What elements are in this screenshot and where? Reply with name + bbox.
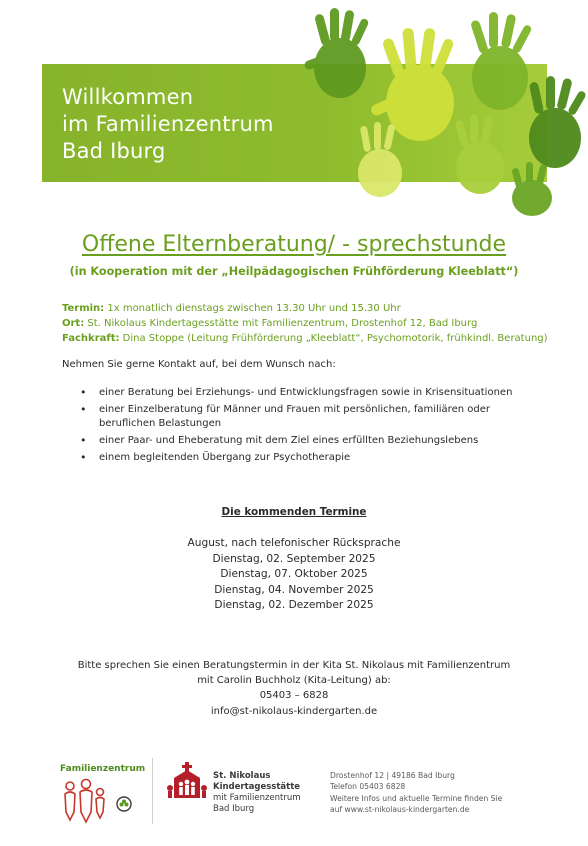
footer-divider [152,758,153,824]
date-item: Dienstag, 02. September 2025 [212,552,376,565]
address-line: Weitere Infos und aktuelle Termine finden Sie [330,793,503,803]
banner-title [62,84,274,165]
ort-line [62,316,548,331]
footer-address [330,770,502,815]
list-item: • einer Paar- und Eheberatung mit dem Ziel eines erfüllten Beziehungslebens [80,434,530,448]
address-line: auf www.st-nikolaus-kindergarten.de [330,804,470,814]
intro-text: Nehmen Sie gerne Kontakt auf, bei dem Wunsch nach: [62,359,336,370]
contact-line: Bitte sprechen Sie einen Beratungstermin in der Kita St. Nikolaus mit Familienzentrum [77,660,511,671]
date-item: Dienstag, 07. Oktober 2025 [220,568,368,580]
handprints-decoration [270,8,588,218]
ort-value: St. Nikolaus Kindertagesstätte mit Familienzentrum, Drostenhof 12, Bad Iburg [84,318,478,329]
kita-name-line: St. Nikolaus [213,771,271,781]
termin-line [62,301,548,316]
page-title: Offene Elternberatung/ - sprechstunde [81,232,507,257]
address-line: Drostenhof 12 | 49186 Bad Iburg [330,771,455,780]
address-line: Telefon 05403 6828 [330,782,406,792]
contact-line: mit Carolin Buchholz (Kita-Leitung) ab: [197,675,391,687]
familienzentrum-label: Familienzentrum [60,764,146,774]
topics-list [80,386,530,468]
contact-block [0,658,588,719]
kita-logo-icon [166,760,208,800]
banner-title-line: Bad Iburg [62,139,166,163]
kita-name-line: Kindertagesstätte [213,782,301,792]
banner-title-line: Willkommen [62,85,194,109]
familienzentrum-logo [60,764,150,826]
ort-label: Ort: [62,318,85,329]
date-item: Dienstag, 04. November 2025 [214,583,374,596]
fachkraft-label: Fachkraft: [62,333,120,344]
clover-logo-icon [116,796,132,812]
date-item: August, nach telefonischer Rücksprache [187,537,401,549]
family-figures-icon [60,778,108,826]
fachkraft-value: Dina Stoppe (Leitung Frühförderung „Kleeblatt“, Psychomotorik, frühkindl. Beratung) [119,333,548,344]
dates-list [0,536,588,614]
dates-heading: Die kommenden Termine [221,506,367,518]
phone-number: 05403 – 6828 [259,690,329,702]
fachkraft-line [62,331,548,346]
date-item: Dienstag, 02. Dezember 2025 [214,599,374,611]
kita-name-line: mit Familienzentrum [213,793,301,803]
page-subtitle: (in Kooperation mit der „Heilpädagogischen Frühförderung Kleeblatt“) [69,265,519,278]
kita-name-line: Bad Iburg [213,804,255,814]
banner-title-line: im Familienzentrum [62,112,274,136]
termin-value: 1x monatlich dienstags zwischen 13.30 Uhr und 15.30 Uhr [104,303,401,314]
termin-label: Termin: [62,303,105,314]
info-block [62,301,548,346]
kita-name [213,771,301,815]
list-item: • einer Einzelberatung für Männer und Frauen mit persönlichen, familiären oder beruflichen Belastungen [80,403,530,431]
email-address: info@st-nikolaus-kindergarten.de [210,705,378,717]
list-item: • einem begleitenden Übergang zur Psychotherapie [80,451,530,465]
list-item: • einer Beratung bei Erziehungs- und Entwicklungsfragen sowie in Krisensituationen [80,386,530,400]
